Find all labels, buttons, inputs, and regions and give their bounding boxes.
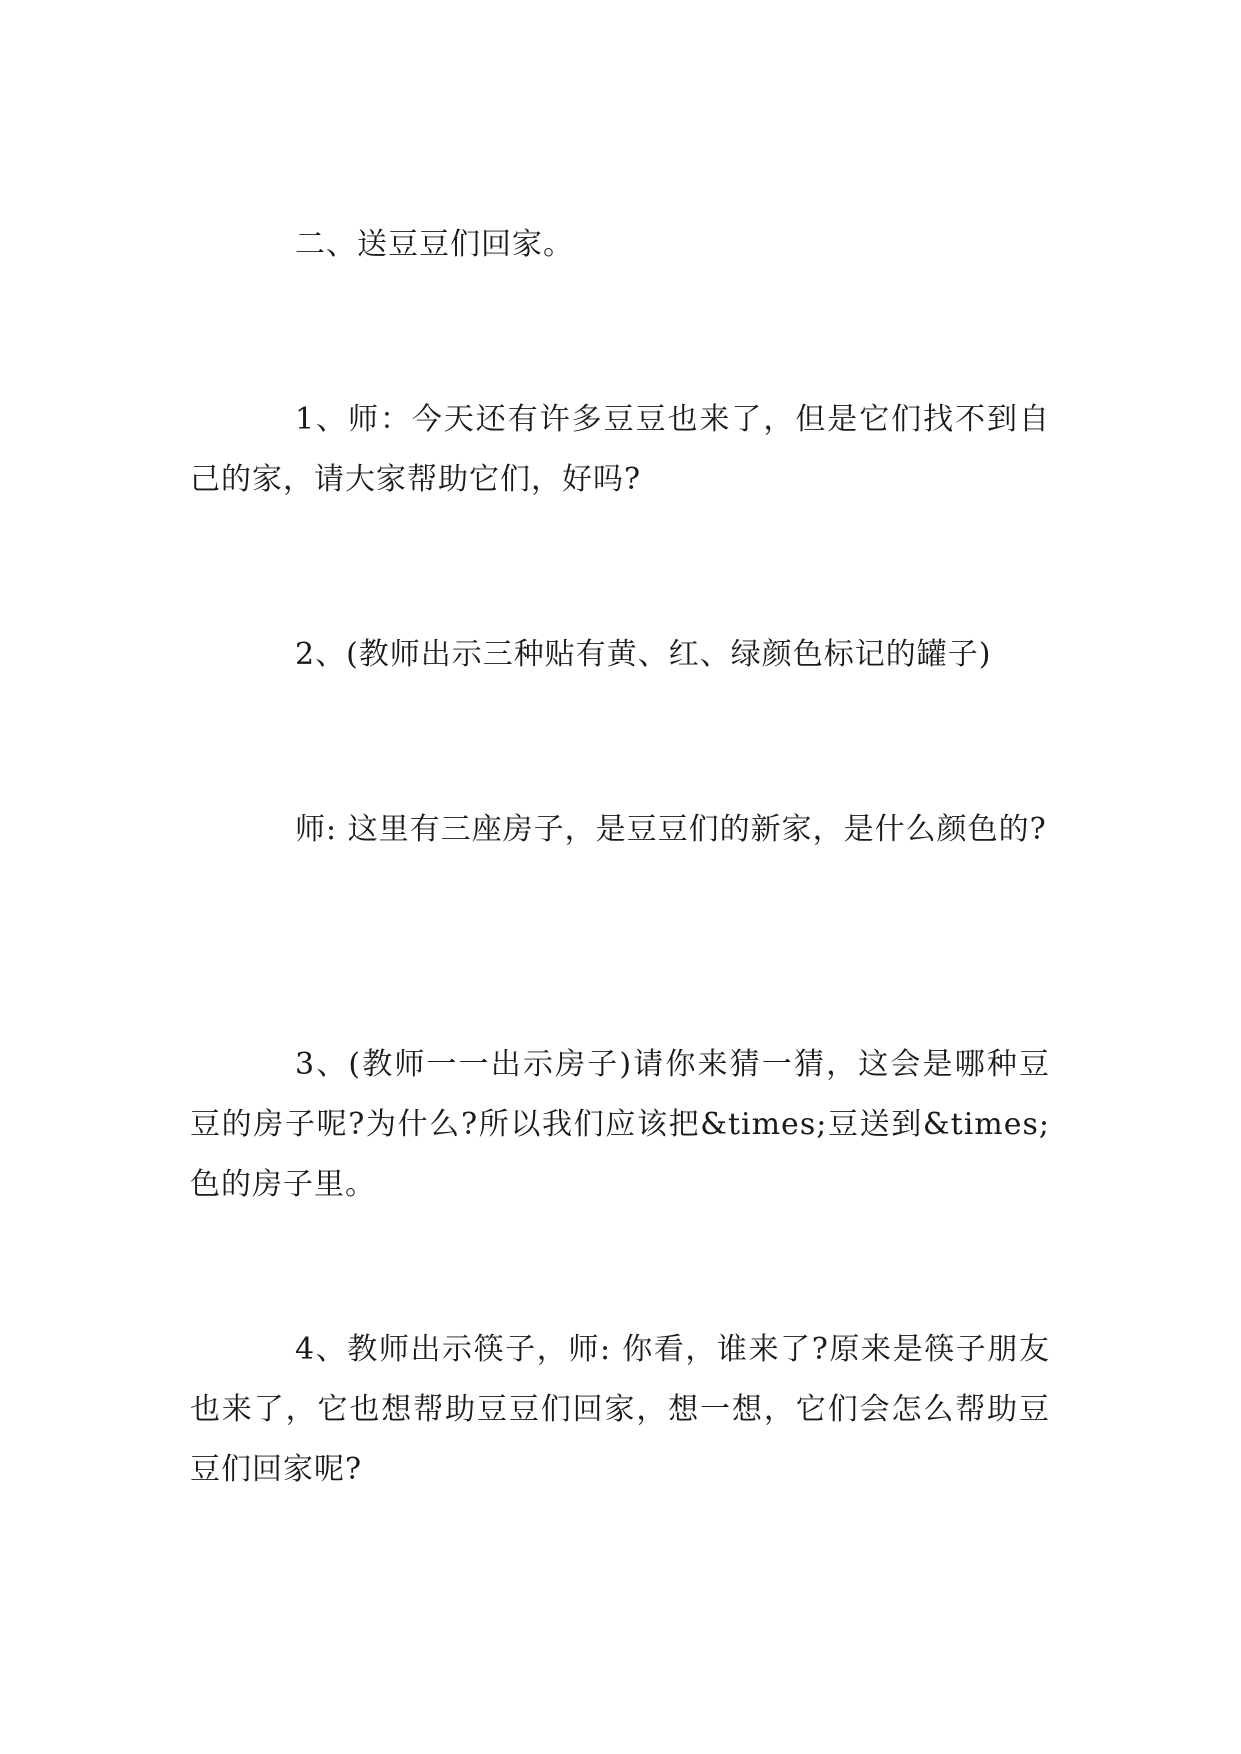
paragraph-step-1: 1、师：今天还有许多豆豆也来了，但是它们找不到自己的家，请大家帮助它们，好吗? <box>190 402 1050 497</box>
paragraph-step-2: 2、(教师出示三种贴有黄、红、绿颜色标记的罐子) <box>295 637 992 672</box>
paragraph-teacher-question: 师: 这里有三座房子，是豆豆们的新家，是什么颜色的? <box>295 812 1047 847</box>
paragraph-step-4: 4、教师出示筷子，师: 你看，谁来了?原来是筷子朋友也来了，它也想帮助豆豆们回家，想一想，它们会怎么帮助豆豆们回家呢? <box>190 1332 1050 1487</box>
paragraph-step-3: 3、(教师一一出示房子)请你来猜一猜，这会是哪种豆豆的房子呢?为什么?所以我们应该把&times;豆送到&times;色的房子里。 <box>190 1047 1050 1202</box>
section-heading: 二、送豆豆们回家。 <box>295 227 574 262</box>
